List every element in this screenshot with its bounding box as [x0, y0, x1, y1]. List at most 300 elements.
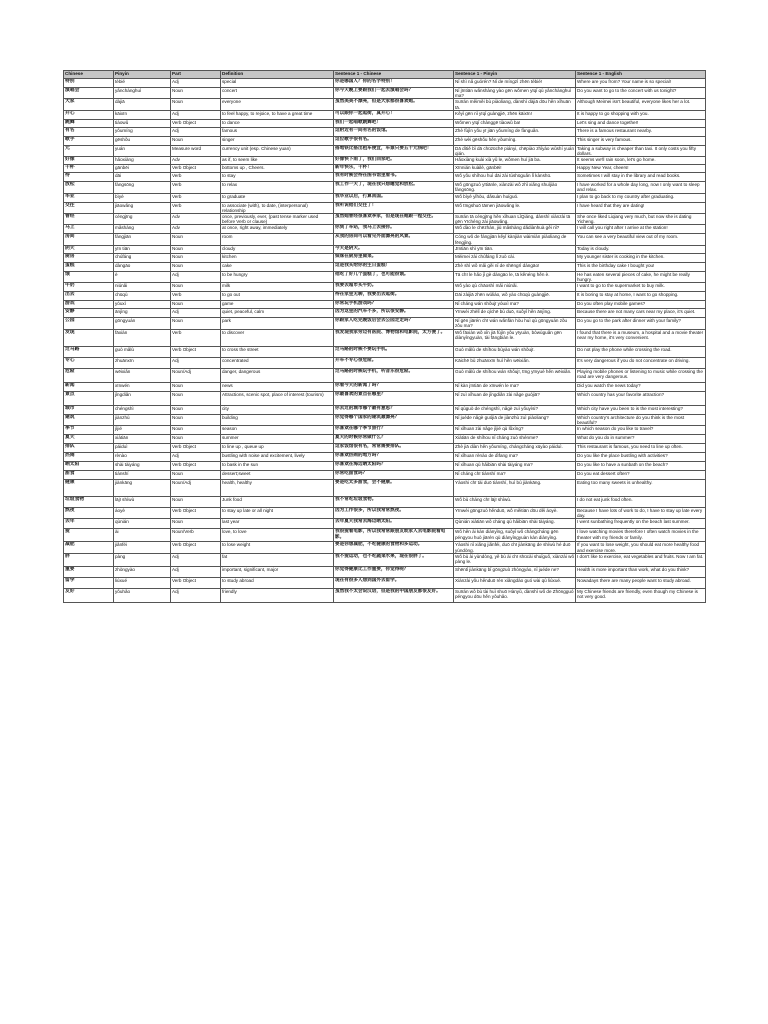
pinyin-cell: yuán: [114, 145, 171, 156]
definition-cell: park: [221, 318, 334, 329]
chinese-cell: 建筑: [64, 414, 114, 425]
pinyin-cell: páiduì: [114, 444, 171, 453]
sentence-pinyin-cell: Yīnwèi gōngzuò hěnduō, wǒ měitiān dōu děi áoyè.: [454, 508, 576, 519]
chinese-cell: 交往: [64, 202, 114, 213]
sentence-chinese-cell: 我有时候会待在图书馆里看书。: [334, 173, 454, 182]
chinese-cell: 去年: [64, 519, 114, 529]
table-row: [64, 453, 706, 462]
pinyin-cell: yīn tiān: [114, 245, 171, 253]
table-row: [64, 271, 706, 282]
sentence-chinese-cell: 这位歌手很有名。: [334, 136, 454, 145]
definition-cell: to relax: [221, 182, 334, 193]
part-cell: Verb: [171, 329, 221, 346]
part-cell: Adj: [171, 357, 221, 368]
pinyin-cell: gōngyuán: [114, 318, 171, 329]
sentence-pinyin-cell: Shēntǐ jiànkāng bǐ gōngzuò zhòngyào, nǐ juéde ne?: [454, 566, 576, 577]
sentence-pinyin-cell: Dā dìtiě bǐ dā chūzūchē piányi, chēpiào zhǐyào wǔshí yuán qián.: [455, 145, 575, 157]
sentence-english-cell: I love watching movies therefore I often watch movies in the theater with my friends or family.: [576, 529, 706, 542]
sentence-chinese-cell: 你常吃甜食吗？: [334, 471, 454, 480]
part-cell: Adj: [171, 79, 221, 88]
sentence-chinese-cell: 夏天的时候你常做什么？: [334, 435, 454, 444]
definition-cell: concert: [221, 88, 334, 99]
pinyin-cell: niúnǎi: [114, 283, 171, 292]
chinese-cell: 毕业: [64, 193, 114, 202]
sentence-english-cell: Do you often play mobile games?: [576, 301, 706, 309]
sentence-chinese-cell: 我工作一天了，现在我只想睡觉和放松。: [334, 182, 454, 193]
definition-cell: milk: [221, 283, 334, 292]
sentence-english-cell: Where are you from? Your name is so special!: [576, 79, 706, 88]
chinese-cell: 友好: [64, 588, 114, 602]
sentence-chinese-cell: 可以跟你一起逛街，真开心！: [334, 110, 454, 119]
sentence-chinese-cell: 你今天晚上要跟我们一起去演唱会吗？: [334, 88, 454, 99]
sentence-english-cell: Because there are not many cars near my place, it's quiet.: [576, 309, 706, 318]
sentence-english-cell: This is the birthday cake I bought you!: [576, 262, 706, 271]
sentence-pinyin-cell: Nǐ cháng chī tiánshí ma?: [454, 471, 576, 480]
sentence-english-cell: Which country's architecture do you think is the most beautiful?: [576, 414, 706, 425]
chinese-cell: 发现: [64, 329, 114, 346]
table-row: [64, 88, 706, 99]
definition-cell: summer: [221, 435, 334, 444]
pinyin-cell: dāi: [114, 173, 171, 182]
sentence-chinese-cell: 我听说他们交往了！: [334, 202, 454, 213]
sentence-english-cell: I will call you right after I arrive at the station!: [576, 225, 706, 234]
sentence-english-cell: Sometimes I will stay in the library and read books.: [576, 173, 706, 182]
pinyin-cell: chúfáng: [114, 253, 171, 262]
pinyin-cell: jiǎnféi: [114, 542, 171, 553]
sentence-pinyin-cell: Zhè shì wǒ mǎi gěi nǐ de shēngrì dàngāo!: [454, 262, 576, 271]
part-cell: Verb: [171, 173, 221, 182]
sentence-english-cell: She once liked Liqiang very much, but now she is dating Yicheng.: [576, 214, 706, 225]
sentence-chinese-cell: 你常玩手机游戏吗？: [334, 301, 454, 309]
table-row: [64, 346, 706, 357]
sentence-pinyin-cell: Nǐ gēn jiārén chī wán wǎnfàn hòu huì qù gōngyuán zǒu zǒu ma?: [454, 318, 576, 329]
sentence-english-cell: Health is more important than work, what do you think?: [576, 566, 706, 577]
table-row: [64, 471, 706, 480]
part-cell: Noun: [171, 283, 221, 292]
pinyin-cell: jǐngdiǎn: [114, 391, 171, 405]
table-row: [64, 79, 706, 88]
part-cell: Verb Object: [171, 165, 221, 173]
sentence-pinyin-cell: Jīntiān shì yīn tiān.: [454, 245, 576, 253]
part-cell: Noun: [171, 519, 221, 529]
definition-cell: famous: [221, 127, 334, 136]
part-cell: Noun: [171, 471, 221, 480]
table-row: [64, 368, 706, 382]
table-row: [64, 435, 706, 444]
sentence-english-cell: What do you do in summer?: [576, 435, 706, 444]
pinyin-cell: mǎshàng: [114, 225, 171, 234]
definition-cell: building: [221, 414, 334, 425]
table-row: [64, 301, 706, 309]
table-row: [64, 357, 706, 368]
definition-cell: to go out: [221, 292, 334, 301]
definition-cell: to study abroad: [221, 577, 334, 588]
definition-cell: to associate (with), to date, (interpersonal) relationship: [221, 202, 334, 213]
definition-cell: bustling with noise and excitement, lively: [221, 453, 334, 462]
sentence-pinyin-cell: Wǒ yào qù chāoshì mǎi niúnǎi.: [454, 283, 576, 292]
sentence-chinese-cell: 今天是阴天。: [334, 245, 454, 253]
sentence-english-cell: I went sunbathing frequently on the beach last summer.: [576, 519, 706, 529]
sentence-english-cell: Let's sing and dance together!: [576, 119, 706, 127]
chinese-cell: 跳舞: [64, 119, 114, 127]
sentence-english-cell: Do you want to go to the concert with us tonight?: [576, 88, 706, 99]
sentence-english-cell: He has eaten several pieces of cake, he might be really hungry.: [576, 271, 706, 282]
pinyin-cell: pàng: [114, 553, 171, 566]
part-cell: Verb Object: [171, 444, 221, 453]
sentence-chinese-cell: 你看今天的新闻了吗？: [334, 382, 454, 391]
table-row: [64, 234, 706, 245]
table-row: [64, 497, 706, 508]
sentence-chinese-cell: 你是哪国人？你的名字特别！: [334, 79, 454, 88]
table-row: [64, 426, 706, 435]
definition-cell: game: [221, 301, 334, 309]
definition-cell: to discover: [221, 329, 334, 346]
sentence-chinese-cell: 你觉得健康比工作重要，你觉得呢？: [334, 566, 454, 577]
sentence-pinyin-cell: Wǒ yǒu shíhou huì dāi zài túshūguǎn lǐ kànshū.: [454, 173, 576, 182]
part-cell: Adj: [171, 309, 221, 318]
pinyin-cell: tèbié: [114, 79, 171, 88]
sentence-english-cell: Today is cloudy.: [576, 245, 706, 253]
part-cell: Adj: [171, 588, 221, 602]
chinese-cell: 留学: [64, 577, 114, 588]
chinese-cell: 爱: [64, 529, 114, 542]
pinyin-cell: qùnián: [114, 519, 171, 529]
sentence-chinese-cell: 去年夏天我常去海边晒太阳。: [334, 519, 454, 529]
definition-cell: as if, to seem like: [221, 157, 334, 165]
table-row: [64, 119, 706, 127]
pinyin-cell: fāxiàn: [114, 329, 171, 346]
sentence-chinese-cell: 新年快乐，干杯！: [334, 165, 454, 173]
sentence-chinese-cell: 你到了车站，我马上去接你。: [334, 225, 454, 234]
chinese-cell: 开心: [64, 110, 114, 119]
sentence-chinese-cell: 你喜欢在海边晒太阳吗？: [334, 462, 454, 471]
sentence-english-cell: My younger sister is cooking in the kitchen.: [576, 253, 706, 262]
sentence-pinyin-cell: Nǐ shì nǎ guórén? Nǐ de míngzì zhēn tèbié!: [454, 79, 576, 88]
table-row: [64, 588, 706, 602]
sentence-chinese-cell: 虽然美美不漂亮，但是大家都很喜欢她。: [334, 99, 454, 110]
table-row: [64, 519, 706, 529]
sentence-chinese-cell: 搭地铁比搭出租车便宜，车票只要五十元钱吧！: [334, 145, 454, 156]
chinese-cell: 排队: [64, 444, 114, 453]
part-cell: Noun: [171, 136, 221, 145]
sentence-english-cell: I want to go to the supermarket to buy milk.: [576, 283, 706, 292]
sentence-chinese-cell: 因为这里的汽车不多，所以很安静。: [334, 309, 454, 318]
header-pinyin: Pinyin: [114, 71, 171, 79]
chinese-cell: 大家: [64, 99, 114, 110]
sentence-english-cell: In which season do you like to travel?: [576, 426, 706, 435]
sentence-english-cell: Do you go to the park after dinner with your family?: [576, 318, 706, 329]
sentence-english-cell: Do you like the place bustling with activities?: [576, 453, 706, 462]
table-row: [64, 165, 706, 173]
chinese-cell: 健康: [64, 480, 114, 497]
sentence-pinyin-cell: Nǐ cháng wán shǒujī yóuxì ma?: [454, 301, 576, 309]
table-row: [64, 529, 706, 542]
chinese-cell: 景点: [64, 391, 114, 405]
chinese-cell: 出去: [64, 292, 114, 301]
chinese-cell: 饿: [64, 271, 114, 282]
vocabulary-table: [63, 70, 706, 603]
pinyin-cell: ānjìng: [114, 309, 171, 318]
table-row: [64, 382, 706, 391]
part-cell: Noun: [171, 435, 221, 444]
definition-cell: news: [221, 382, 334, 391]
definition-cell: to line up , queue up: [221, 444, 334, 453]
sentence-pinyin-cell: Dāi zàijiā zhēn wúliáo, wǒ yào chūqù guàngjiē.: [454, 292, 576, 301]
pinyin-cell: fàngsōng: [114, 182, 171, 193]
chinese-cell: 曾经: [64, 214, 114, 225]
chinese-cell: 厨房: [64, 253, 114, 262]
pinyin-cell: tiánshí: [114, 471, 171, 480]
sentence-chinese-cell: 你喜欢在哪个季节旅行？: [334, 426, 454, 435]
sentence-pinyin-cell: Nǐ xǐhuan qù hǎibiān shài tàiyáng ma?: [454, 462, 576, 471]
pinyin-cell: chūqù: [114, 292, 171, 301]
sentence-english-cell: Which country has your favorite attraction?: [576, 391, 706, 405]
sentence-pinyin-cell: Wǒ bù ài yùndòng, yě bù ài chī shūcài shuǐguǒ, xiànzài wǒ pàng le.: [454, 553, 576, 566]
sentence-chinese-cell: 妹妹在厨房里做菜。: [334, 253, 454, 262]
chinese-cell: 胖: [64, 553, 114, 566]
definition-cell: cake: [221, 262, 334, 271]
sentence-chinese-cell: 要是吃太多甜食，会不健康。: [334, 480, 454, 497]
table-row: [64, 253, 706, 262]
sentence-chinese-cell: 从我的房间可以看见外面漂亮的风景。: [334, 234, 454, 245]
sentence-english-cell: My Chinese friends are friendly, even though my Chinese is not very good.: [576, 588, 706, 602]
chinese-cell: 有名: [64, 127, 114, 136]
definition-cell: fat: [221, 553, 334, 566]
table-row: [64, 202, 706, 213]
sentence-english-cell: I have heard that they are dating!: [576, 202, 706, 213]
part-cell: Noun: [171, 301, 221, 309]
chinese-cell: 城市: [64, 405, 114, 414]
sentence-english-cell: It is boring to stay at home, I want to go shopping.: [576, 292, 706, 301]
table-row: [64, 577, 706, 588]
header-sentence-pinyin: Sentence 1 - Pinyin: [454, 71, 576, 79]
pinyin-cell: yǒumíng: [114, 127, 171, 136]
definition-cell: to stay: [221, 173, 334, 182]
part-cell: Noun: [171, 405, 221, 414]
sentence-pinyin-cell: Zhè jiā diàn hěn yǒumíng, chángcháng xūyào páiduì.: [454, 444, 576, 453]
sentence-english-cell: This singer is very famous.: [576, 136, 706, 145]
sentence-pinyin-cell: Nǐ zuì xǐhuan de jǐngdiǎn zài nǎge guójiā?: [454, 391, 576, 405]
chinese-cell: 重要: [64, 566, 114, 577]
pinyin-cell: chéngshì: [114, 405, 171, 414]
part-cell: Verb: [171, 193, 221, 202]
sentence-pinyin-cell: Wǒ gōngzuò yītiānle, xiànzài wǒ zhǐ xiǎng shuìjiào fàngsōng.: [454, 182, 576, 193]
sentence-pinyin-cell: Xīnnián kuàilè, gānbēi!: [454, 165, 576, 173]
part-cell: Adj: [171, 553, 221, 566]
table-row: [64, 214, 706, 225]
sentence-pinyin-cell: Suīrán wǒ bù tài huì shuō Hànyǔ, dànshì wǒ de Zhōngguó péngyou dōu hěn yǒuhǎo.: [454, 588, 576, 602]
sentence-chinese-cell: 你觉得哪个国家的建筑最漂亮？: [334, 414, 454, 425]
pinyin-cell: tiàowǔ: [114, 119, 171, 127]
pinyin-cell: lājī shíwù: [114, 497, 171, 508]
sentence-english-cell: It seems we'll rain soon, let's go home.: [576, 157, 706, 165]
part-cell: Noun/Adj: [171, 368, 221, 382]
table-row: [64, 480, 706, 497]
part-cell: Noun: [171, 426, 221, 435]
sentence-pinyin-cell: Suīrán tā céngjīng hěn xǐhuan LǐQiáng, dànshì xiànzài tā gēn Yīchéng zài jiāowǎng.: [454, 214, 576, 225]
sentence-pinyin-cell: Cóng wǒ de fángjiān kěyǐ kànjiàn wàimiàn piàoliang de fēngjǐng.: [454, 234, 576, 245]
definition-cell: once, previously, ever, (past tense marker used before Verb or clause): [221, 214, 334, 225]
part-cell: Verb Object: [171, 462, 221, 471]
sentence-english-cell: Do you eat dessert often?: [576, 471, 706, 480]
chinese-cell: 减肥: [64, 542, 114, 553]
part-cell: Adj: [171, 110, 221, 119]
chinese-cell: 熬夜: [64, 508, 114, 519]
pinyin-cell: áoyè: [114, 508, 171, 519]
sentence-pinyin-cell: Xiànzài yǒu hěnduō rén xiǎngdào guó wài qù liúxué.: [454, 577, 576, 588]
definition-cell: dessert;sweet: [221, 471, 334, 480]
pinyin-cell: yǎnchànghuì: [114, 88, 171, 99]
sentence-pinyin-cell: Nǐ kàn jīntiān de xīnwén le ma?: [454, 382, 576, 391]
sentence-chinese-cell: 要是你想减肥，不吃健康的食物和多运动。: [334, 542, 454, 553]
sentence-english-cell: Which city have you been to is the most interesting?: [576, 405, 706, 414]
vocabulary-sheet: [63, 70, 705, 603]
sentence-english-cell: It's very dangerous if you do not concentrate on driving.: [576, 357, 706, 368]
sentence-chinese-cell: 好像快下雨了，我们回家吧。: [334, 157, 454, 165]
definition-cell: quiet, peaceful, calm: [221, 309, 334, 318]
sentence-english-cell: I don't like to exercise, eat vegetables and fruits. Now I am fat.: [576, 553, 706, 566]
part-cell: Verb Object: [171, 542, 221, 553]
part-cell: Adj: [171, 127, 221, 136]
sentence-pinyin-cell: Guò mǎlù de shíhou wán shǒujī, tīng yīnyuè hěn wēixiǎn.: [454, 368, 576, 382]
sentence-chinese-cell: 你跟家人吃完晚饭后会去公园走走吗？: [334, 318, 454, 329]
table-row: [64, 391, 706, 405]
pinyin-cell: yóuxì: [114, 301, 171, 309]
header-chinese: Chinese: [64, 71, 114, 79]
sentence-english-cell: You can see a very beautiful view out of my room.: [576, 234, 706, 245]
chinese-cell: 马上: [64, 225, 114, 234]
definition-cell: to dance: [221, 119, 334, 127]
header-sentence-chinese: Sentence 1 - Chinese: [334, 71, 454, 79]
sentence-english-cell: Because I have lots of work to do, I have to stay up late every day.: [576, 508, 706, 519]
table-row: [64, 110, 706, 119]
definition-cell: room: [221, 234, 334, 245]
chinese-cell: 待: [64, 173, 114, 182]
definition-cell: everyone: [221, 99, 334, 110]
table-row: [64, 292, 706, 301]
chinese-cell: 夏天: [64, 435, 114, 444]
pinyin-cell: jiāowǎng: [114, 202, 171, 213]
definition-cell: at once, right away, immediately: [221, 225, 334, 234]
sentence-chinese-cell: 虽然她曾经很喜欢李家，但是现在她跟一程交往。: [334, 214, 454, 225]
chinese-cell: 新闻: [64, 382, 114, 391]
pinyin-cell: gēshǒu: [114, 136, 171, 145]
part-cell: Noun: [171, 497, 221, 508]
definition-cell: cloudy: [221, 245, 334, 253]
definition-cell: bottoms up , Cheers.: [221, 165, 334, 173]
sentence-english-cell: Eating too many sweets is unhealthy.: [576, 480, 706, 497]
definition-cell: danger, dangerous: [221, 368, 334, 382]
sentence-pinyin-cell: Kāichē bù zhuānxīn huì hěn wēixiǎn.: [454, 357, 576, 368]
chinese-cell: 专心: [64, 357, 114, 368]
pinyin-cell: kāixīn: [114, 110, 171, 119]
sentence-pinyin-cell: Wǒ tīngshuō tāmen jiāowǎng le.: [454, 202, 576, 213]
table-row: [64, 136, 706, 145]
sentence-chinese-cell: 现在有很多人想到国外去留学。: [334, 577, 454, 588]
table-row: [64, 245, 706, 253]
table-row: [64, 157, 706, 165]
pinyin-cell: wēixiǎn: [114, 368, 171, 382]
chinese-cell: 特别: [64, 79, 114, 88]
sentence-english-cell: There is a famous restaurant nearby.: [576, 127, 706, 136]
definition-cell: love, to love: [221, 529, 334, 542]
part-cell: Noun: [171, 414, 221, 425]
definition-cell: to be hungry: [221, 271, 334, 282]
sentence-pinyin-cell: Wǒ fāxiàn wǒ xǐn jiā fùjìn yǒu yīyuàn, bówùguǎn gēn diànyǐngyuàn, tài fāngbiàn le.: [454, 329, 576, 346]
sentence-english-cell: Do not play the phone while crossing the road.: [576, 346, 706, 357]
table-row: [64, 329, 706, 346]
table-row: [64, 318, 706, 329]
pinyin-cell: hǎoxiàng: [114, 157, 171, 165]
part-cell: Adj: [171, 271, 221, 282]
sentence-pinyin-cell: Qùnián xiàtiān wǒ cháng qù hǎibiān shài tàiyáng.: [454, 519, 576, 529]
sentence-pinyin-cell: Nǐ xǐhuan zài nǎge jìjié qù lǚxíng?: [454, 426, 576, 435]
sentence-pinyin-cell: Tā chī le hǎo jǐ gè dàngāo le, tā kěnéng hěn è.: [454, 271, 576, 282]
sentence-english-cell: Did you watch the news today?: [576, 382, 706, 391]
sentence-english-cell: Taking a subway is cheaper than taxi. It only costs you fifty dollars.: [576, 145, 706, 156]
pinyin-cell: xīnwén: [114, 382, 171, 391]
sentence-pinyin-cell: Zhè fùjìn yǒu yī jiān yǒumíng de fànguǎn.: [454, 127, 576, 136]
sentence-english-cell: Nowadays there are many people want to study abroad.: [576, 577, 706, 588]
definition-cell: important, significant, major: [221, 566, 334, 577]
sentence-pinyin-cell: Kěyǐ gēn nǐ yīqǐ guàngjiē, zhēn kāixīn!: [454, 110, 576, 119]
part-cell: Adv: [171, 157, 221, 165]
definition-cell: kitchen: [221, 253, 334, 262]
sentence-pinyin-cell: Nǐ jīntiān wǎnshàng yào gēn wǒmen yīqǐ qù yǎnchànghuì ma?: [454, 88, 576, 99]
sentence-pinyin-cell: Wǒ dào le chēzhàn, jiù mǎshàng dǎdiànhuà gěi nǐ?: [454, 225, 576, 234]
sentence-english-cell: Do you like to have a sunbath on the beach?: [576, 462, 706, 471]
part-cell: Noun: [171, 253, 221, 262]
chinese-cell: 歌手: [64, 136, 114, 145]
chinese-cell: 干杯: [64, 165, 114, 173]
sentence-pinyin-cell: Nǐ qùguò de chéngshì, nǎgè zuì yǒuyìsi?: [454, 405, 576, 414]
table-row: [64, 414, 706, 425]
part-cell: Adv: [171, 225, 221, 234]
part-cell: Verb: [171, 292, 221, 301]
pinyin-cell: gānbēi: [114, 165, 171, 173]
chinese-cell: 晒太阳: [64, 462, 114, 471]
chinese-cell: 牛奶: [64, 283, 114, 292]
part-cell: Noun: [171, 99, 221, 110]
sentence-chinese-cell: 开车不专心很危险。: [334, 357, 454, 368]
sentence-chinese-cell: 我不爱运动，也不吃蔬菜水果，现在很胖了。: [334, 553, 454, 566]
sentence-chinese-cell: 我很爱看电影，所以我常常跟朋友或家人去电影院看电影。: [334, 529, 454, 542]
sentence-pinyin-cell: Wǒ hěn ài kàn diànyǐng, suǒyǐ wǒ chángcháng gēn péngyou huò jiārén qù diànyǐngyuàn kàn diànyǐng.: [454, 529, 576, 542]
header-part: Part: [171, 71, 221, 79]
part-cell: Noun: [171, 234, 221, 245]
sentence-pinyin-cell: Wǒmen yīqǐ chànggē tiàowǔ ba!: [454, 119, 576, 127]
part-cell: Noun/Verb: [171, 529, 221, 542]
sentence-english-cell: I found that there is a museum, a hospital and a movie theater near my home, it's very convenient.: [576, 329, 706, 346]
chinese-cell: 热闹: [64, 453, 114, 462]
chinese-cell: 季节: [64, 426, 114, 435]
sentence-english-cell: I plan to go back to my country after graduating.: [576, 193, 706, 202]
table-row: [64, 542, 706, 553]
part-cell: Verb Object: [171, 119, 221, 127]
sentence-pinyin-cell: Suīrán měiměi bù piàoliang, dànshì dàjiā dōu hěn xǐhuān tā.: [454, 99, 576, 110]
pinyin-cell: liúxué: [114, 577, 171, 588]
sentence-pinyin-cell: Hǎoxiàng kuài xià yǔ le, wǒmen huí jiā ba.: [454, 157, 576, 165]
sentence-chinese-cell: 因为工作很多，所以我常常熬夜。: [334, 508, 454, 519]
header-row: [64, 71, 706, 79]
sentence-chinese-cell: 我毕业以后，打算回国。: [334, 193, 454, 202]
chinese-cell: 放松: [64, 182, 114, 193]
pinyin-cell: jiànzhù: [114, 414, 171, 425]
definition-cell: to cross the street: [221, 346, 334, 357]
part-cell: Noun: [171, 262, 221, 271]
sentence-chinese-cell: 你喜欢热闹的地方吗？: [334, 453, 454, 462]
pinyin-cell: fángjiān: [114, 234, 171, 245]
